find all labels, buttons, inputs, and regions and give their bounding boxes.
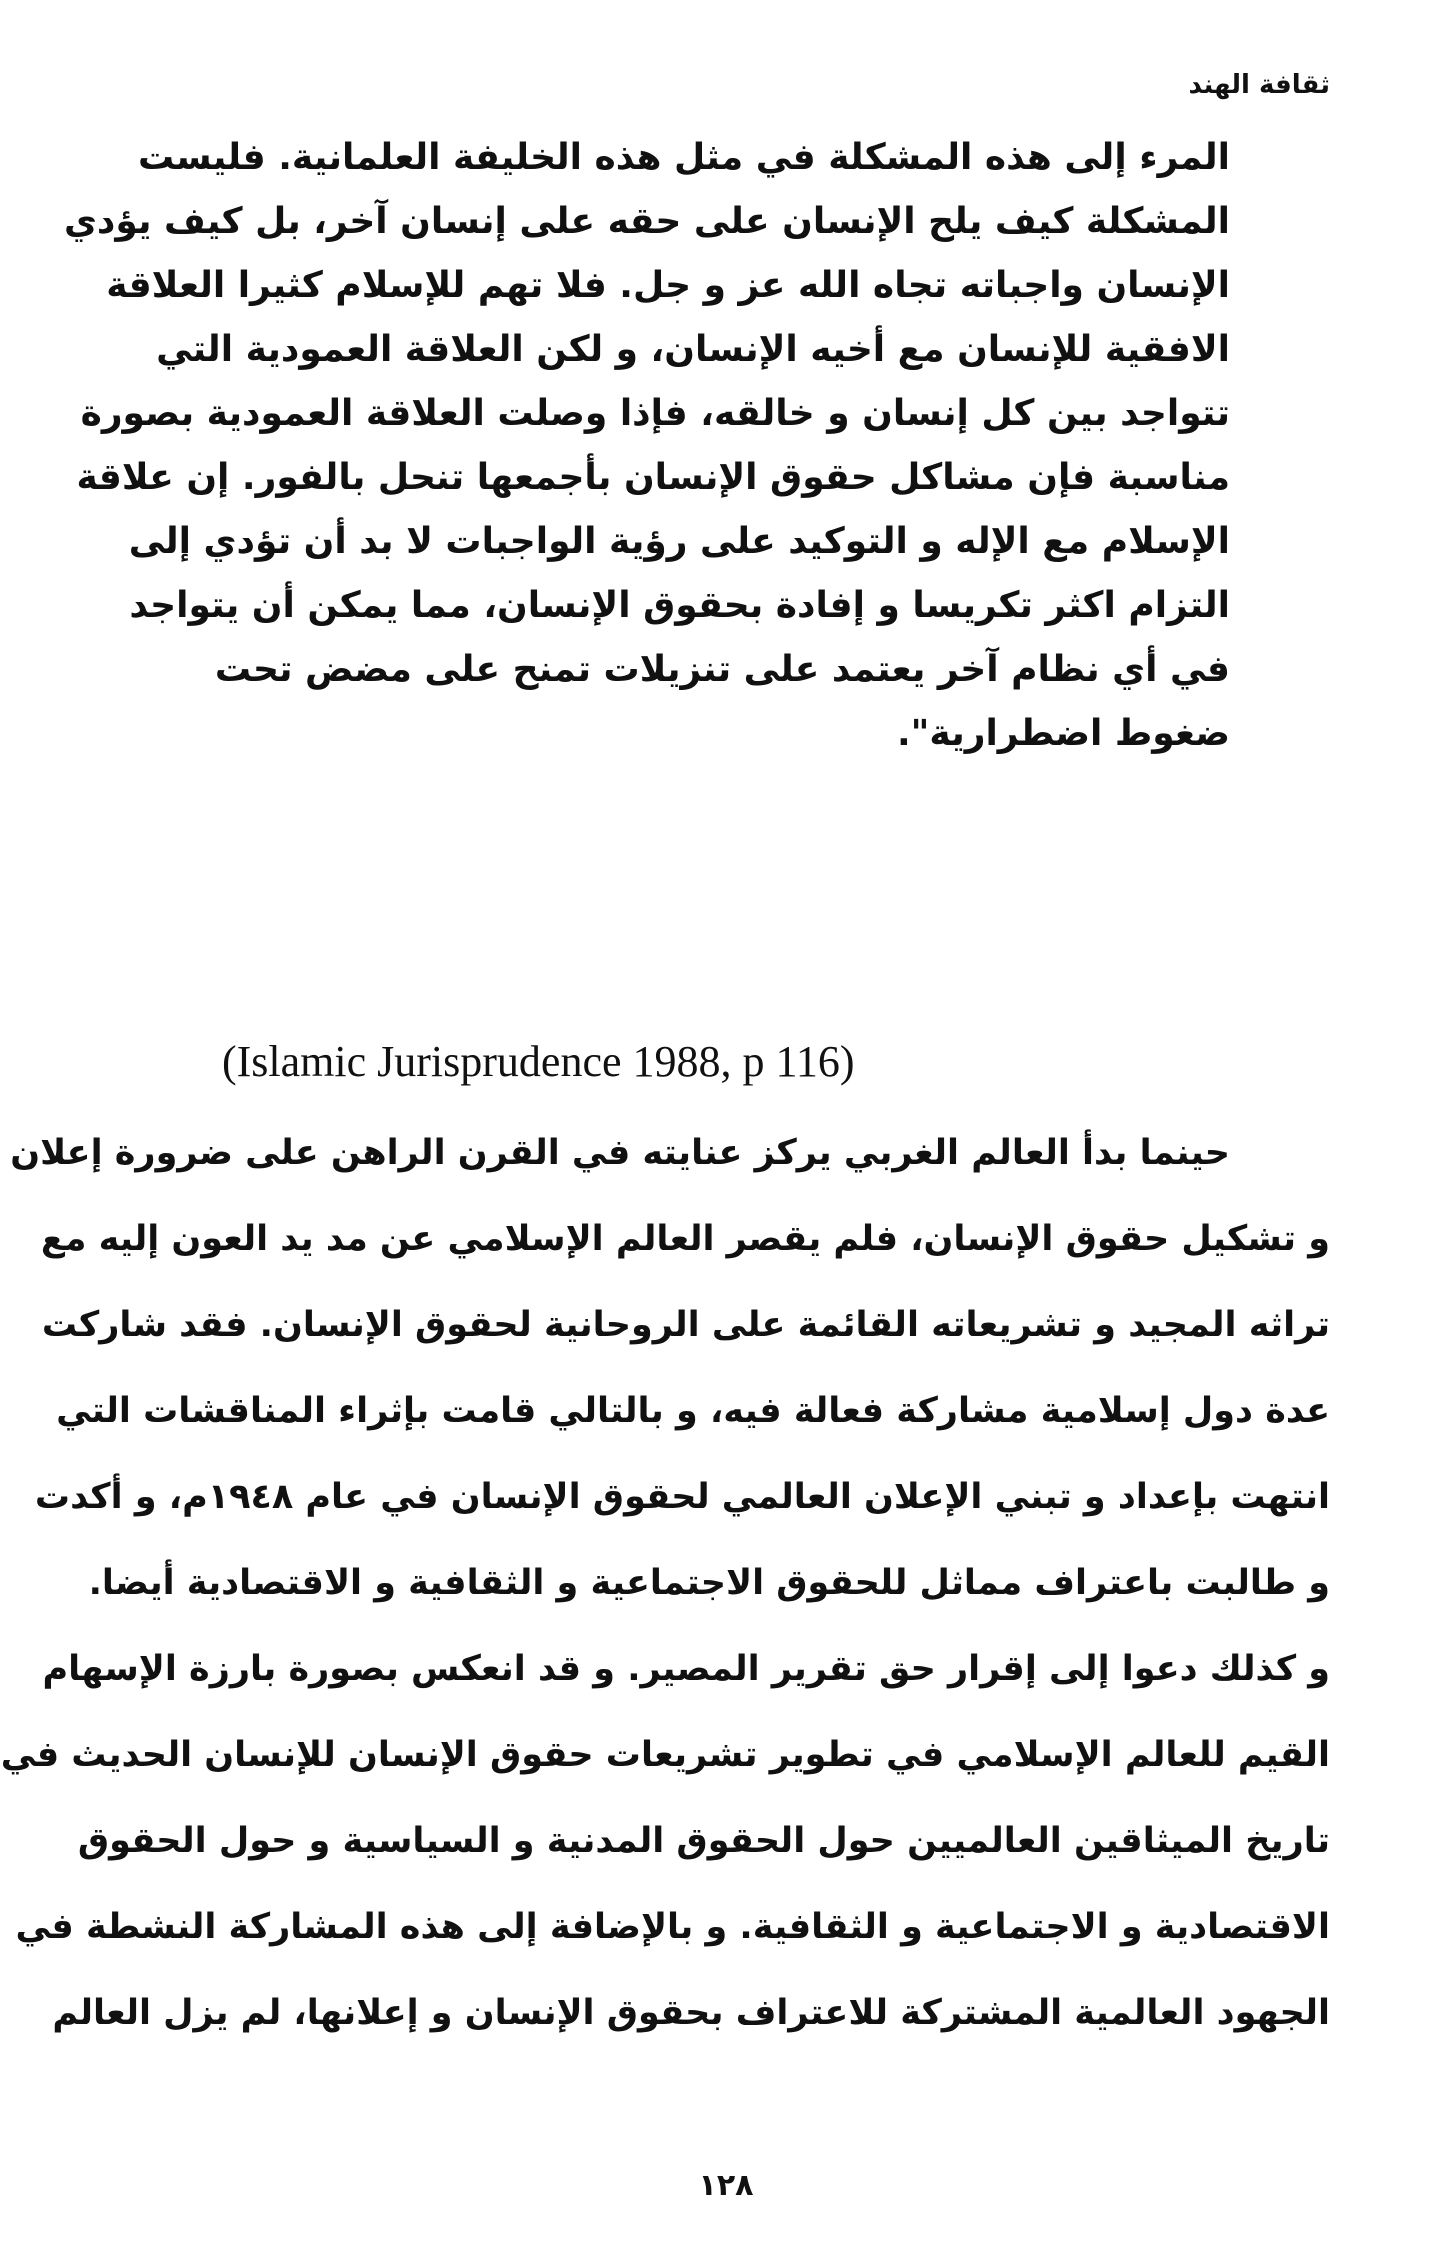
quote-citation: (Islamic Jurisprudence 1988, p 116) — [222, 1037, 855, 1086]
paragraph-line: حينما بدأ العالم الغربي يركز عنايته في القرن الراهن على ضرورة إعلان — [10, 1133, 1230, 1173]
quote-line: الافقية للإنسان مع أخيه الإنسان، و لكن العلاقة العمودية التي — [156, 329, 1230, 370]
paragraph-line: تراثه المجيد و تشريعاته القائمة على الروحانية لحقوق الإنسان. فقد شاركت — [41, 1305, 1330, 1345]
quote-line: مناسبة فإن مشاكل حقوق الإنسان بأجمعها تنحل بالفور. إن علاقة — [76, 457, 1230, 498]
page-number: ١٢٨ — [698, 2168, 754, 2203]
paragraph-line: القيم للعالم الإسلامي في تطوير تشريعات حقوق الإنسان للإنسان الحديث في — [0, 1735, 1330, 1775]
paragraph-line: عدة دول إسلامية مشاركة فعالة فيه، و بالتالي قامت بإثراء المناقشات التي — [56, 1391, 1330, 1431]
quote-line: المرء إلى هذه المشكلة في مثل هذه الخليفة العلمانية. فليست — [138, 137, 1230, 178]
quote-line: ضغوط اضطرارية". — [896, 713, 1230, 754]
paragraph-line: و كذلك دعوا إلى إقرار حق تقرير المصير. و قد انعكس بصورة بارزة الإسهام — [42, 1649, 1330, 1689]
quote-line: المشكلة كيف يلح الإنسان على حقه على إنسان آخر، بل كيف يؤدي — [63, 201, 1230, 242]
quote-line: في أي نظام آخر يعتمد على تنزيلات تمنح على مضض تحت — [214, 649, 1230, 690]
paragraph-line: الاقتصادية و الاجتماعية و الثقافية. و بالإضافة إلى هذه المشاركة النشطة في — [15, 1907, 1330, 1947]
paragraph-line: و طالبت باعتراف مماثل للحقوق الاجتماعية و الثقافية و الاقتصادية أيضا. — [88, 1563, 1330, 1603]
paragraph-line: و تشكيل حقوق الإنسان، فلم يقصر العالم الإسلامي عن مد يد العون إليه مع — [40, 1219, 1330, 1259]
quote-line: تتواجد بين كل إنسان و خالقه، فإذا وصلت العلاقة العمودية بصورة — [80, 393, 1230, 434]
paragraph-line: الجهود العالمية المشتركة للاعتراف بحقوق الإنسان و إعلانها، لم يزل العالم — [52, 1993, 1330, 2033]
quote-line: التزام اكثر تكريسا و إفادة بحقوق الإنسان، مما يمكن أن يتواجد — [129, 585, 1230, 626]
paragraph-line: تاريخ الميثاقين العالميين حول الحقوق المدنية و السياسية و حول الحقوق — [77, 1821, 1330, 1861]
running-header: ثقافة الهند — [1188, 70, 1330, 100]
paragraph-line: انتهت بإعداد و تبني الإعلان العالمي لحقوق الإنسان في عام ١٩٤٨م، و أكدت — [34, 1477, 1330, 1517]
quote-line: الإنسان واجباته تجاه الله عز و جل. فلا تهم للإسلام كثيرا العلاقة — [106, 265, 1230, 306]
quote-line: الإسلام مع الإله و التوكيد على رؤية الواجبات لا بد أن تؤدي إلى — [128, 521, 1230, 562]
